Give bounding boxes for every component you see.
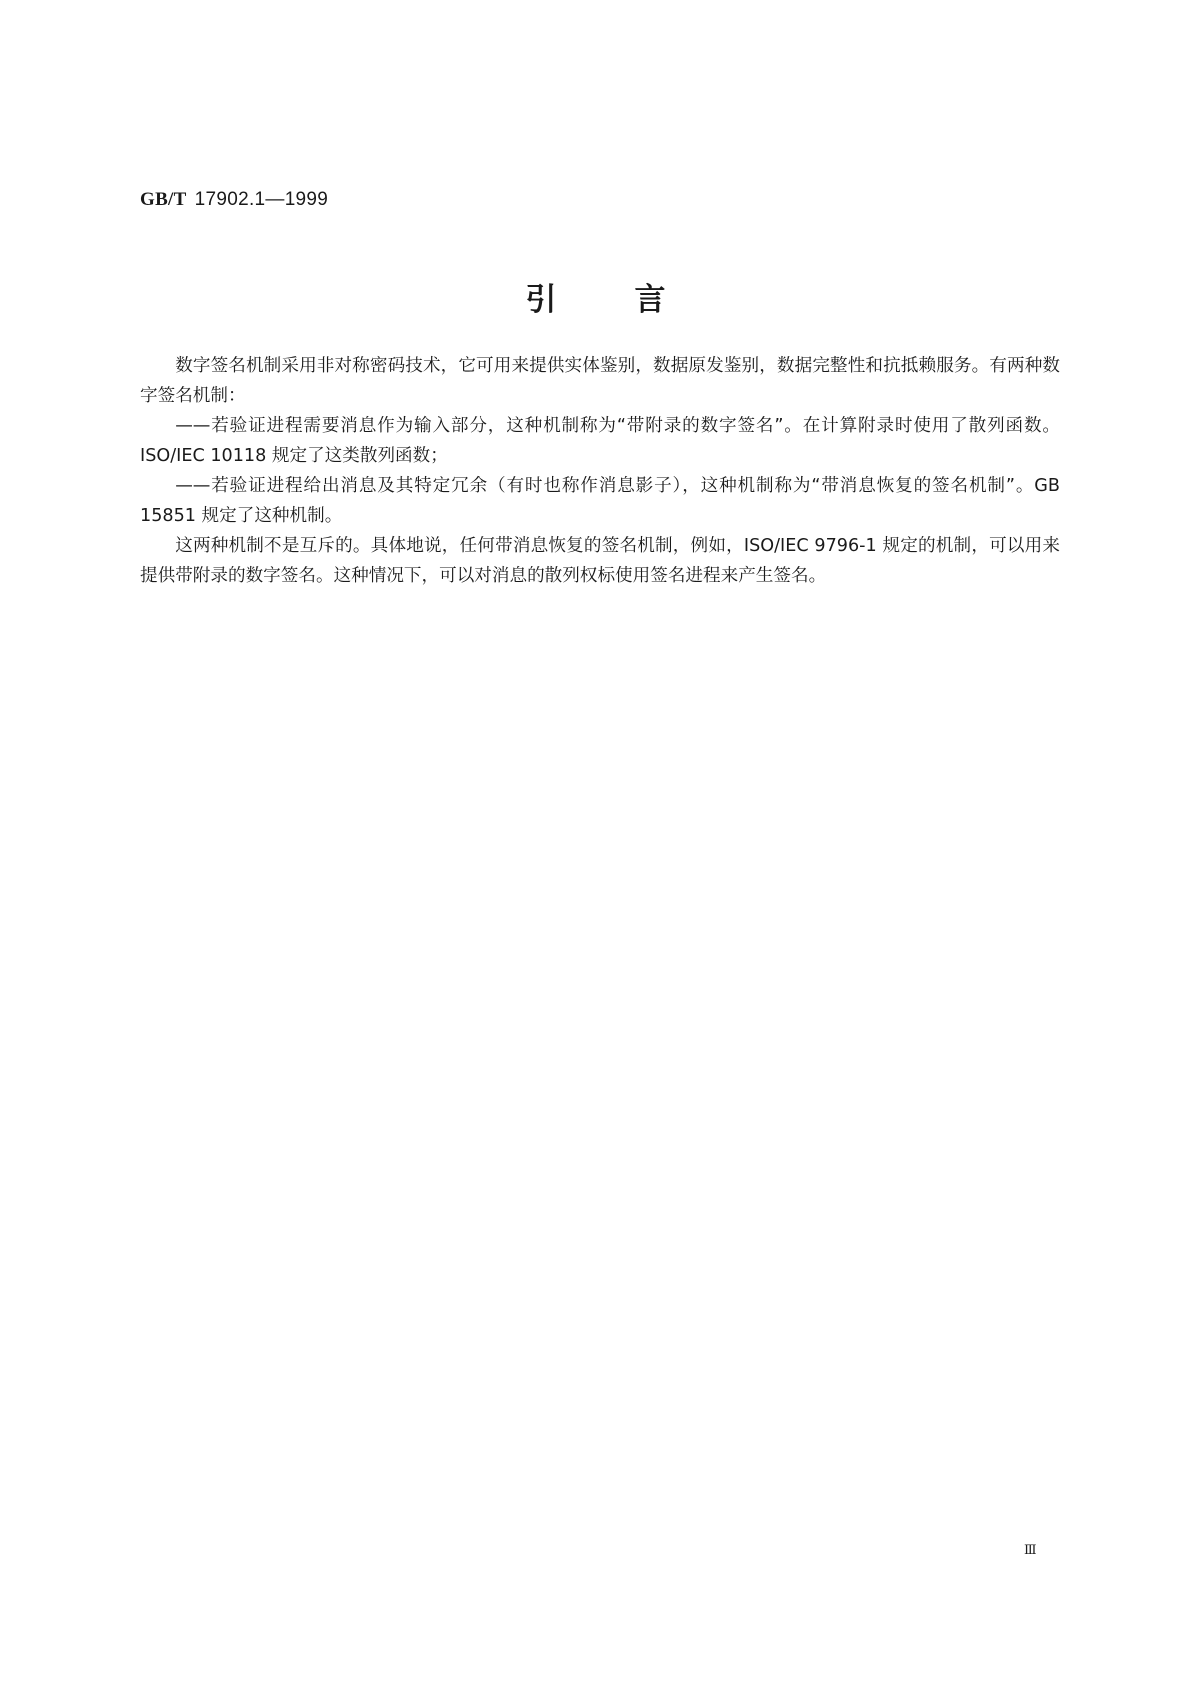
- standard-number: 17902.1—1999: [194, 189, 329, 210]
- paragraph-1: 数字签名机制采用非对称密码技术，它可用来提供实体鉴别，数据原发鉴别，数据完整性和抗抵赖服务。有两种数字签名机制：: [140, 356, 1060, 406]
- paragraph-3: ——若验证进程给出消息及其特定冗余（有时也称作消息影子），这种机制称为“带消息恢复的签名机制”。GB 15851 规定了这种机制。: [140, 476, 1060, 526]
- paragraph-4: 这两种机制不是互斥的。具体地说，任何带消息恢复的签名机制，例如，ISO/IEC 9796-1 规定的机制，可以用来提供带附录的数字签名。这种情况下，可以对消息的散列权标使用签名进程来产生签名。: [140, 536, 1060, 586]
- paragraph-2: ——若验证进程需要消息作为输入部分，这种机制称为“带附录的数字签名”。在计算附录时使用了散列函数。ISO/IEC 10118 规定了这类散列函数；: [140, 416, 1060, 466]
- introduction-body: [140, 351, 1060, 591]
- standard-prefix: GB/T: [140, 189, 187, 210]
- section-title: 引言: [525, 282, 744, 318]
- page-number: Ⅲ: [1024, 1543, 1037, 1558]
- document-code: [140, 188, 328, 211]
